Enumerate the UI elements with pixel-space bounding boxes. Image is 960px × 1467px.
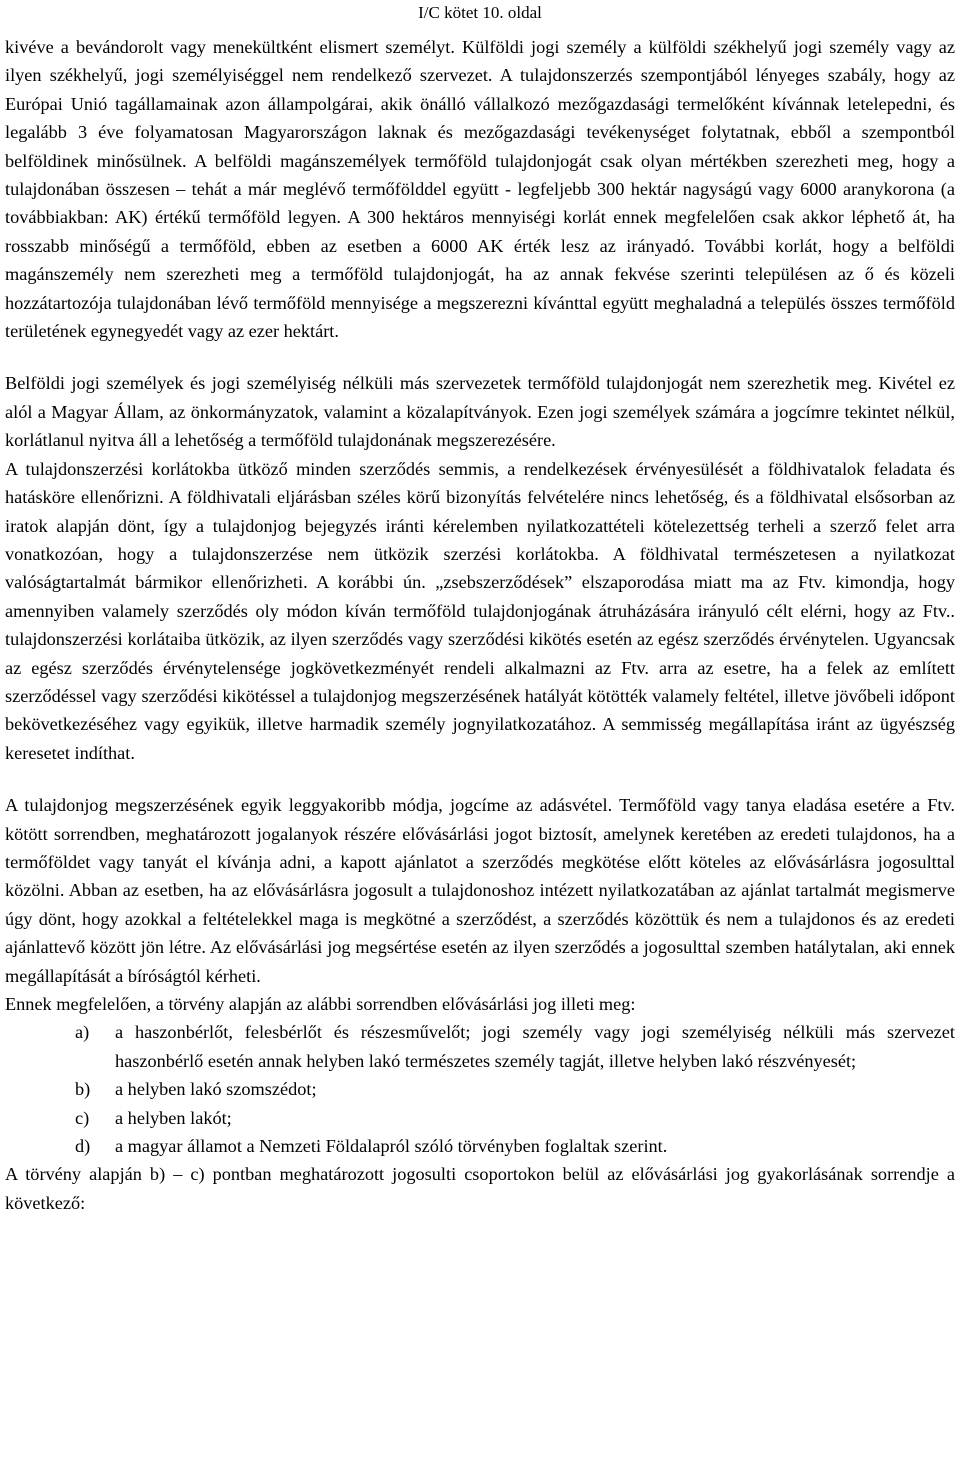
list-text: a helyben lakó szomszédot; [115, 1079, 317, 1100]
paragraph-4: A tulajdonjog megszerzésének egyik leggyakoribb módja, jogcíme az adásvétel. Termőföld vagy tanya eladása esetére a Ftv. kötött sorrendben, meghatározott jogalanyok részére elővásárlási jogot biztosít, amelynek keretében az eredeti tulajdonos, ha a termőföldet vagy tanyát el kívánja adni, a kapott ajánlatot a szerződés megkötése előtt köteles az elővásárlásra jogosulttal közölni. Abban az esetben, ha az elővásárlásra jogosult a tulajdonoshoz intézett nyilatkozatában az ajánlat tartalmát megismerve úgy dönt, hogy azokkal a feltételekkel maga is megkötné a szerződést, a szerződés közöttük és nem a tulajdonos és az eredeti ajánlattevő között jön létre. Az elővásárlási jog megsértése esetén az ilyen szerződés a jogosulttal szemben hatálytalan, aki ennek megállapítását a bíróságtól kérheti. [5, 795, 955, 986]
list-marker: a) [75, 1022, 90, 1043]
page-header: I/C kötet 10. oldal [418, 3, 542, 22]
paragraph-1: kivéve a bevándorolt vagy menekültként elismert személyt. Külföldi jogi személy a külföldi székhelyű jogi személy vagy az ilyen székhelyű, jogi személyiséggel nem rendelkező szervezet. A tulajdonszerzés szempontjából lényeges szabály, hogy az Európai Unió tagállamainak azon állampolgárai, akik önálló vállalkozó mezőgazdasági termelőként kívánnak letelepedni, és legalább 3 éve folyamatosan Magyarországon laknak és mezőgazdasági tevékenységet folytatnak, ebből a szempontból belföldinek minősülnek. A belföldi magánszemélyek termőföld tulajdonjogát csak olyan mértékben szerezheti meg, hogy a tulajdonában összesen – tehát a már meglévő termőfölddel együtt - legfeljebb 300 hektár nagyságú vagy 6000 aranykorona (a továbbiakban: AK) értékű termőföld legyen. A 300 hektáros mennyiségi korlát ennek megfelelően csak akkor léphető át, ha rosszabb minőségű a termőföld, ebben az esetben a 6000 AK érték lesz az irányadó. További korlát, hogy a belföldi magánszemély nem szerezheti meg a termőföld tulajdonjogát, ha az annak fekvése szerinti településen az ő és közeli hozzátartozója tulajdonában lévő termőföld mennyisége a megszerezni kívánttal együtt meghaladná a település összes termőföld területének egynegyedét vagy az ezer hektárt. [5, 37, 955, 342]
list-text: a helyben lakót; [115, 1107, 232, 1128]
closing-paragraph: A törvény alapján b) – c) pontban meghatározott jogosulti csoportokon belül az elővásárlási jog gyakorlásának sorrendje a következő: [5, 1164, 955, 1213]
list-marker: c) [75, 1107, 90, 1128]
paragraph-5: Ennek megfelelően, a törvény alapján az alábbi sorrendben elővásárlási jog illeti meg: [5, 994, 636, 1014]
list-item [5, 1018, 955, 1075]
list-item [5, 1075, 955, 1103]
preemption-list [5, 1018, 955, 1160]
list-item [5, 1104, 955, 1132]
paragraph-2: Belföldi jogi személyek és jogi személyiség nélküli más szervezetek termőföld tulajdonjogát nem szerezhetik meg. Kivétel ez alól a Magyar Állam, az önkormányzatok, valamint a közalapítványok. Ezen jogi személyek számára a jogcímre tekintet nélkül, korlátlanul nyitva áll a lehetőség a termőföld tulajdonának megszerezésére. [5, 373, 955, 451]
document-page [5, 0, 955, 1217]
list-text: a haszonbérlőt, felesbérlőt és részesművelőt; jogi személy vagy jogi személyiség nélküli más szervezet haszonbérlő esetén annak helyben lakó természetes személy tagját, illetve helyben lakó részvényesét; [115, 1022, 955, 1071]
paragraph-3: A tulajdonszerzési korlátokba ütköző minden szerződés semmis, a rendelkezések érvényesülését a földhivatalok feladata és hatásköre ellenőrizni. A földhivatali eljárásban széles körű bizonyítás felvételére nincs lehetőség, és a földhivatal elsősorban az iratok alapján dönt, így a tulajdonjog bejegyzés iránti kérelemben nyilatkozattételi kötelezettség terheli a szerző felet arra vonatkozóan, hogy a tulajdonszerzése nem ütközik szerzési korlátokba. A földhivatal természetesen a nyilatkozat valóságtartalmát bármikor ellenőrizheti. A korábbi ún. „zsebszerződések” elszaporodása miatt ma az Ftv. kimondja, hogy amennyiben valamely szerződés oly módon kíván termőföld tulajdonjogának átruházására irányuló célt elérni, hogy az Ftv.. tulajdonszerzési korlátaiba ütközik, az ilyen szerződés vagy szerződési kikötés esetén az egész szerződés érvénytelen. Ugyancsak az egész szerződés érvénytelensége jogkövetkezményét rendeli alkalmazni az Ftv. arra az esetre, ha a felek az említett szerződéssel vagy szerződési kikötéssel a tulajdonjog megszerzésének hatályát kötötték valamely feltétel, illetve jövőbeli időpont bekövetkezéséhez vagy egyikük, illetve harmadik személy jognyilatkozatához. A semmisség megállapítása iránt az ügyészség keresetet indíthat. [5, 458, 955, 763]
list-marker: b) [75, 1079, 91, 1100]
list-item [5, 1132, 955, 1160]
list-marker: d) [75, 1136, 91, 1157]
list-text: a magyar államot a Nemzeti Földalapról szóló törvényben foglaltak szerint. [115, 1136, 668, 1157]
